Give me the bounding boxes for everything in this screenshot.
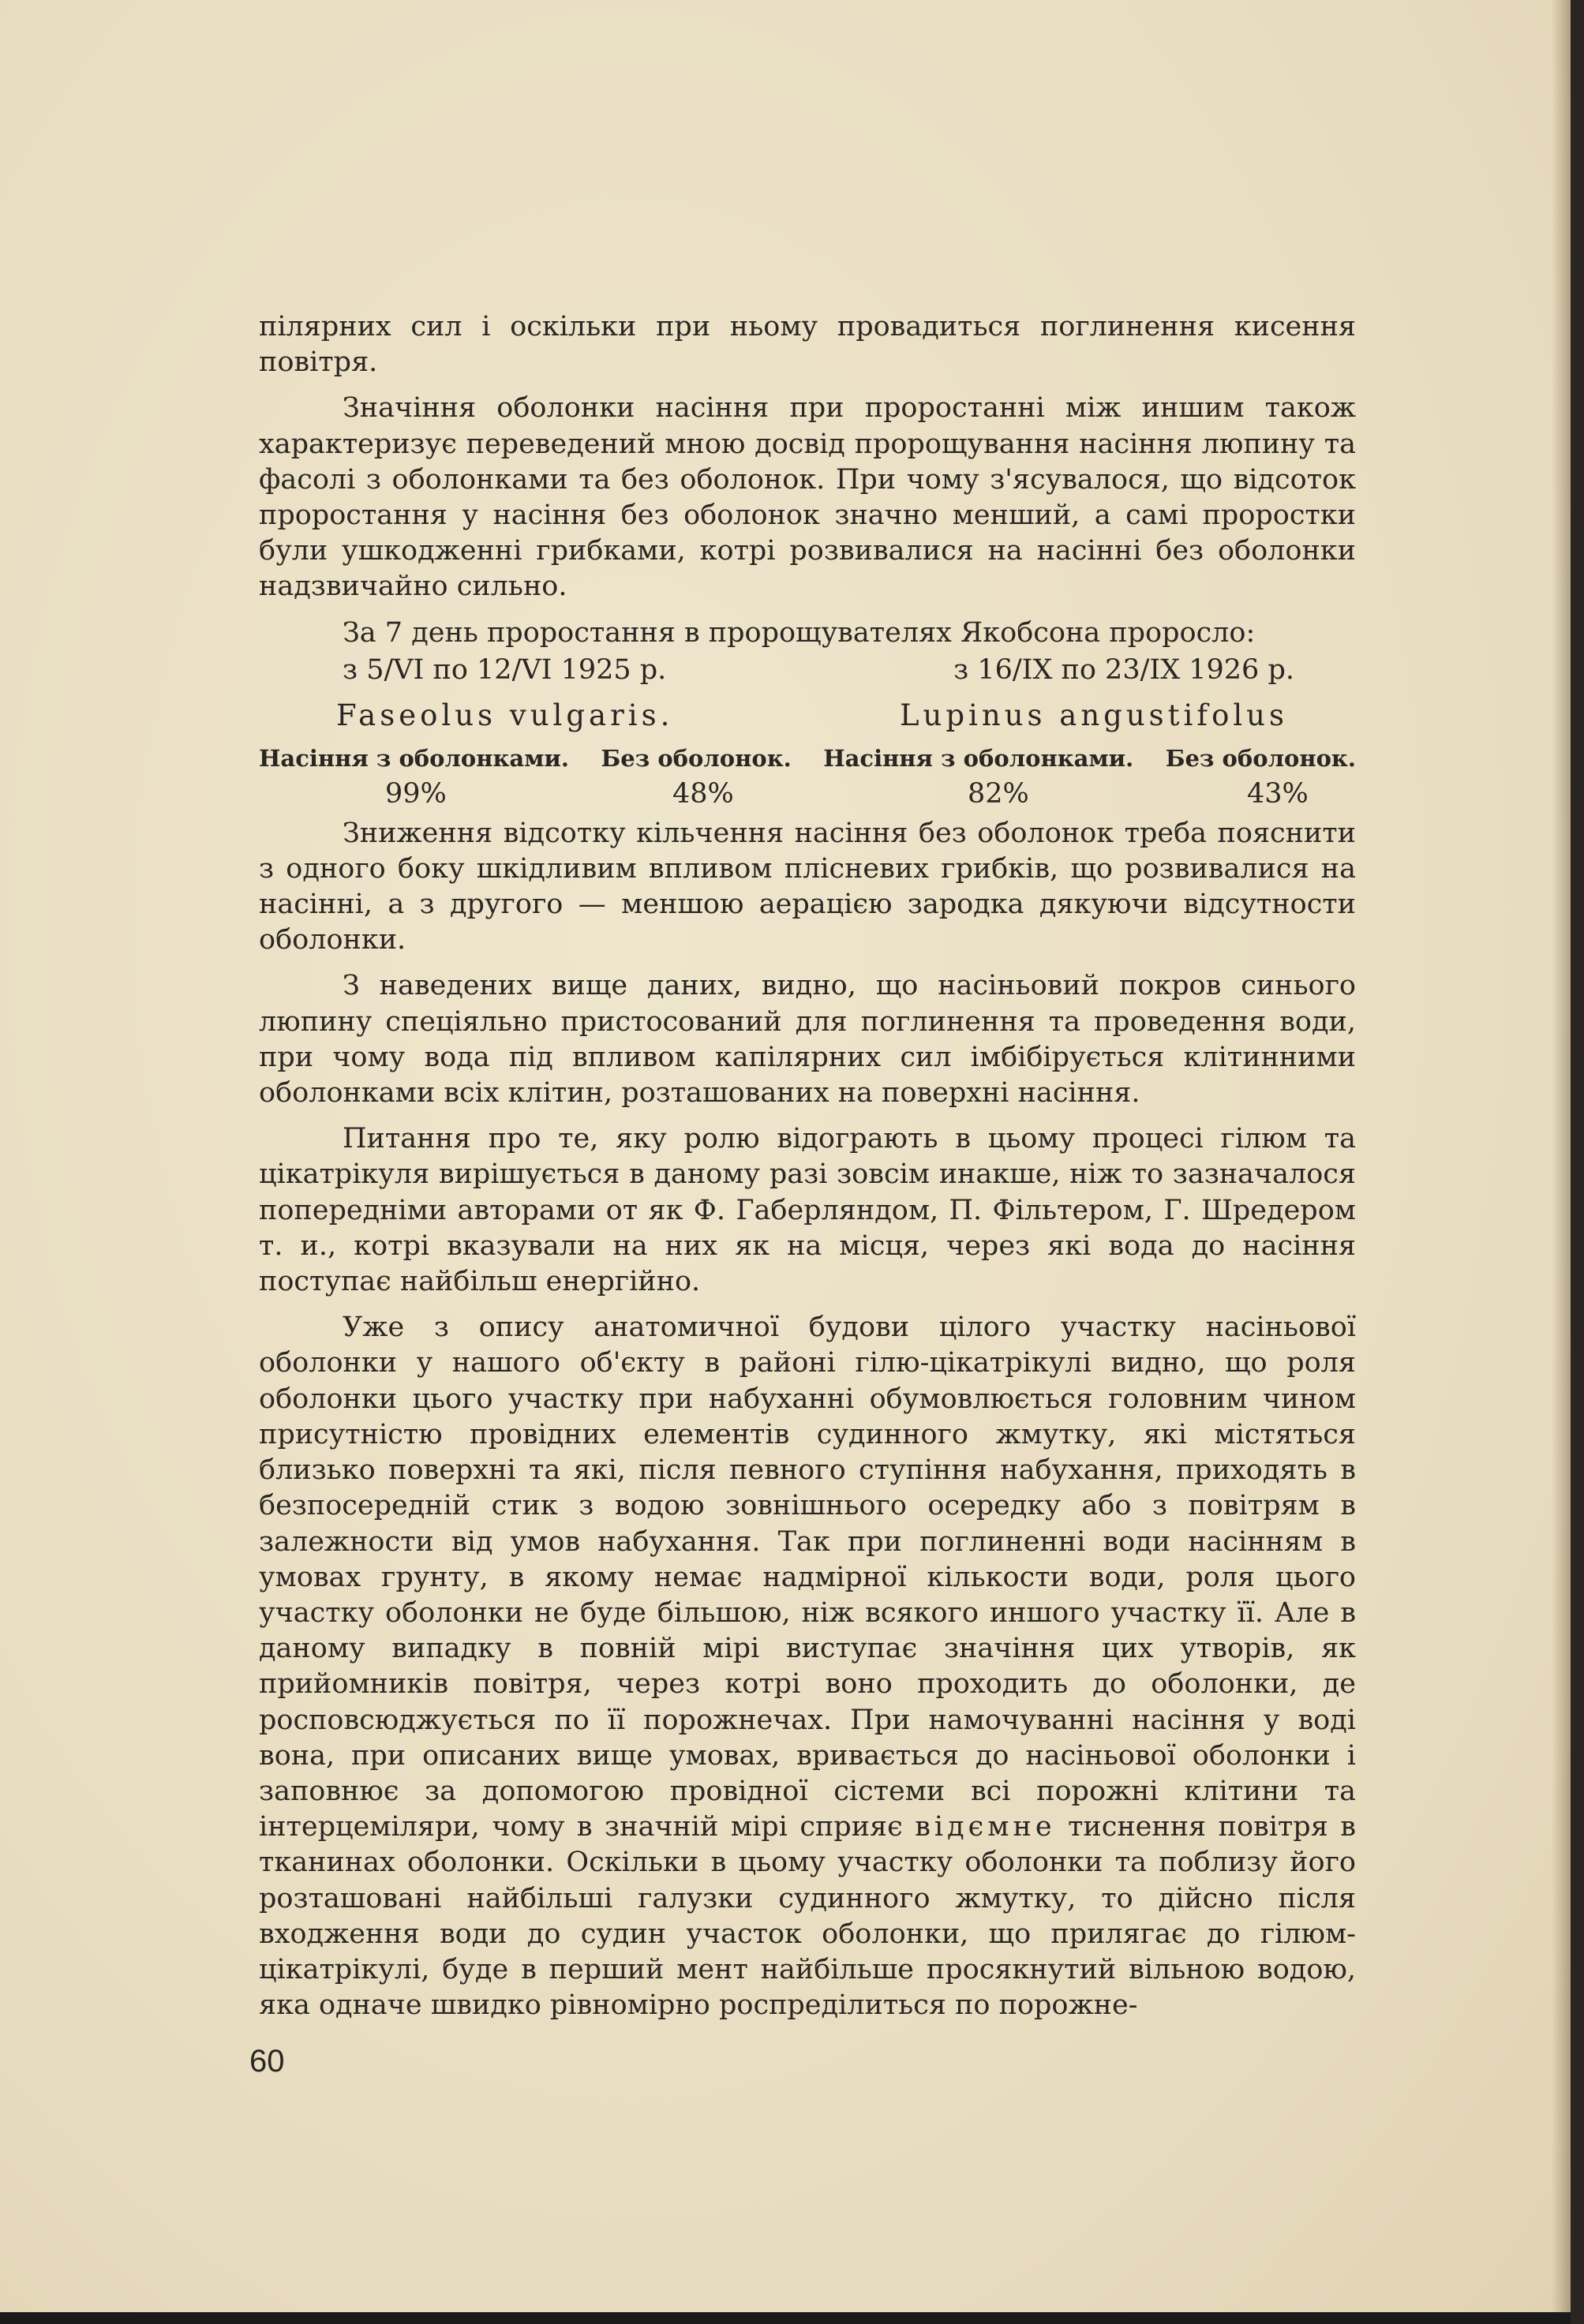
paragraph: Зниження відсотку кільчення насіння без оболонок треба пояснити з одного боку шкідливим впливом плісневих грибків, що розвивалися на насінні, а з другого — меншою аерацією зародка дякуючи відсутности оболонки. — [259, 817, 1356, 956]
paragraph-part: Уже з опису анатомичної будови цілого участку насіньової оболонки у нашого об'єкту в районі гілю-цікатрікулі видно, що роля оболонки цього участку при набуханні обумовлюється головним чином присутністю провідних елементів судинного жмутку, які містяться близько поверхні та які, після певного ступіння набухання, приходять в безпосередній стик з водою зовнішнього осередку або з повітрям в залежности від умов набухання. Так при поглиненні води насінням в умовах грунту, в якому немає надмірної кількости води, роля цього участку оболонки не буде більшою, ніж всякого иншого участку її. Але в даному випадку в повній мірі виступає значіння цих утворів, як прийомників повітря, через котрі воно проходить до оболонки, де росповсюджується по її порожнечах. При намочуванні насіння у воді вона, при описаних вище умовах, вривається до насіньової оболонки і заповнює за допомогою провідної сістеми всі порожні клітини та інтерцеміляри, чому в значній мірі сприяє — [259, 1312, 1356, 1843]
column-head: Насіння з оболонками. — [259, 745, 570, 773]
main-text — [259, 309, 1356, 2034]
paragraph: пілярних сил і оскільки при ньому провадиться поглинення кисення повітря. — [259, 311, 1356, 379]
values-row — [259, 777, 1356, 812]
paragraph: Значіння оболонки насіння при проростанні між иншим також характеризує переведений мною досвід пророщування насіння люпину та фасолі з оболонками та без оболонок. При чому з'ясувалося, що відсоток проростання у насіння без оболонок значно менший, а самі проростки були ушкодженні грибками, котрі розвивалися на насінні без оболонки надзвичайно сильно. — [259, 392, 1356, 603]
paragraph: За 7 день проростання в пророщувателях Якобсона проросло: — [343, 616, 1256, 649]
paragraph: Питання про те, яку ролю відограють в цьому процесі гілюм та цікатрікуля вирішується в даному разі зовсім инакше, ніж то зазначалося попередніми авторами от як Ф. Габерляндом, П. Фільтером, Г. Шредером т. и., котрі вказували на них як на місця, через які вода до насіння поступає найбільш енергійно. — [259, 1123, 1356, 1298]
date-row — [259, 653, 1356, 688]
paragraph-part: тиснення повітря в тканинах оболонки. Оскільки в цьому участку оболонки та поблизу його розташовані найбільші галузки судинного жмутку, то дійсно після входження води до судин участок оболонки, що прилягає до гілюм-цікатрікулі, буде в перший мент найбільше просякнутий вільною водою, яка одначе швидко рівномірно роспреділиться по порожне- — [259, 1811, 1356, 2022]
species-row — [259, 698, 1356, 733]
value-cell: 82% — [968, 778, 1029, 810]
value-cell: 48% — [672, 778, 734, 810]
species-right: Lupinus angustifolus — [899, 698, 1288, 733]
column-head: Насіння з оболонками. — [823, 745, 1134, 773]
paragraph: З наведених вище даних, видно, що насіньовий покров синього люпину спеціяльно пристосований для поглинення та проведення води, при чому вода під впливом капілярних сил імбібірується клітинними оболонками всіх клітин, розташованих на поверхні насіння. — [259, 970, 1356, 1110]
page-edge-shadow — [1552, 0, 1571, 2312]
date-right: з 16/IX по 23/IX 1926 р. — [953, 653, 1294, 686]
value-cell: 43% — [1247, 778, 1309, 810]
date-left: з 5/VI по 12/VI 1925 р. — [343, 653, 667, 686]
column-heads-row — [259, 741, 1356, 777]
column-head: Без оболонок. — [601, 745, 792, 773]
species-left: Faseolus vulgaris. — [336, 698, 674, 733]
spaced-word: відємне — [915, 1811, 1056, 1843]
scan-border — [1571, 0, 1584, 2324]
page-number: 60 — [249, 2044, 285, 2079]
paragraph — [259, 1310, 1356, 2023]
value-cell: 99% — [385, 778, 447, 810]
column-head: Без оболонок. — [1165, 745, 1356, 773]
